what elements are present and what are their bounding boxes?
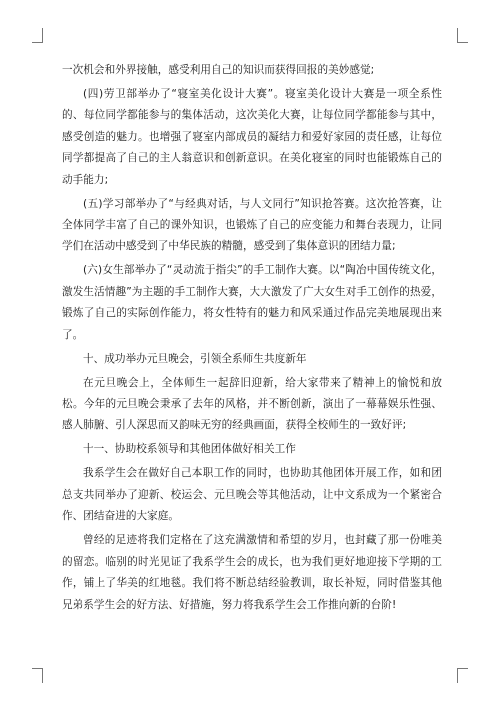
- section-heading-new-year-gala: 十、成功举办元旦晚会，引领全系师生共度新年: [83, 352, 307, 365]
- crop-mark-top-left: [32, 28, 43, 43]
- paragraph-knowledge-quiz: (五)学习部举办了“与经典对话，与人文同行”知识抢答赛。这次抢答赛，让全体同学丰富了自己的课外知识，也锻炼了自己的应变能力和舞台表现力，让同学们在活动中感受到了中华民族的精髓，感受到了集体意识的团结力量;: [62, 197, 442, 253]
- crop-mark-bottom-right: [457, 668, 468, 683]
- paragraph-new-year-gala: 在元旦晚会上，全体师生一起辞旧迎新，给大家带来了精神上的愉悦和放松。今年的元旦晚会秉承了去年的风格，并不断创新，演出了一幕幕娱乐性强、感人肺腑、引人深思而又韵味无穷的经典画面，获得全校师生的一致好评;: [62, 376, 442, 432]
- paragraph-dorm-design-contest: (四)劳卫部举办了“寝室美化设计大赛”。寝室美化设计大赛是一项全系性的、每位同学都能参与的集体活动，这次美化大赛，让每位同学都能参与其中，感受创造的魅力。也增强了寝室内部成员的凝结力和爱好家园的责任感，让每位同学都提高了自己的主人翁意识和创新意识。在美化寝室的同时也能锻炼自己的动手能力;: [62, 88, 442, 186]
- paragraph-cooperation: 我系学生会在做好自己本职工作的同时，也协助其他团体开展工作，如和团总支共同举办了迎新、校运会、元旦晚会等其他活动，让中文系成为一个紧密合作、团结奋进的大家庭。: [62, 467, 442, 523]
- paragraph-continuation: 一次机会和外界接触，感受利用自己的知识而获得回报的美妙感觉;: [62, 64, 375, 76]
- paragraph-handicraft-contest: (六)女生部举办了“灵动流于指尖”的手工制作大赛。以“陶冶中国传统文化，激发生活情趣”为主题的手工制作大赛，大大激发了广大女生对手工创作的热爱，锻炼了自己的实际创作能力，将女性特有的魅力和风采通过作品完美地展现出来了。: [62, 264, 442, 341]
- document-body: [62, 60, 442, 619]
- paragraph-conclusion: 曾经的足迹将我们定格在了这充满激情和希望的岁月，也封藏了那一份唯美的留恋。临别的时光见证了我系学生会的成长，也为我们更好地迎接下学期的工作，铺上了华美的红地毯。我们将不断总结经验教训，取长补短，同时借鉴其他兄弟系学生会的好方法、好措施，努力将我系学生会工作推向新的台阶!: [62, 534, 442, 611]
- section-heading-cooperation: 十一、协助校系领导和其他团体做好相关工作: [83, 443, 296, 456]
- crop-mark-top-right: [457, 28, 468, 43]
- crop-mark-bottom-left: [32, 668, 43, 683]
